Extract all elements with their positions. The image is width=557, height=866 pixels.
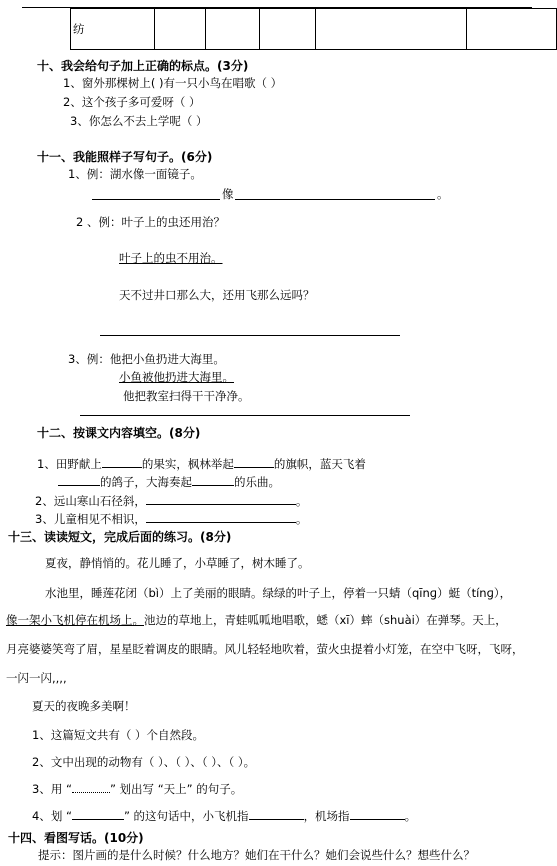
s11-example-3-answer: 小鱼被他扔进大海里。: [119, 370, 234, 384]
passage-para-2-line-2: [6, 612, 507, 628]
section-13-title: 十三、读读短文，完成后面的练习。(8分): [8, 530, 232, 544]
passage-para-2a: 水池里，睡莲花闭（bì）上了美丽的眼睛。绿绿的叶子上，停着一只蜻（qīnɡ）蜓（tínɡ），: [45, 586, 512, 600]
fill-blank: [146, 494, 296, 505]
table-cell: 纺: [71, 9, 155, 50]
table-cell: [260, 9, 315, 50]
s10-item-1: 1、窗外那棵树上( )有一只小鸟在唱歌（ ）: [63, 76, 283, 90]
table-cell: [155, 9, 206, 50]
fill-blank: [234, 457, 274, 468]
s13-question-2: 2、文中出现的动物有（ ）、（ ）、（ ）、（ ）。: [32, 755, 256, 769]
s12-text: 的果实，枫林举起: [141, 457, 234, 471]
answer-line: [80, 415, 410, 416]
question-text: ” 的这句话中，小飞机指: [123, 809, 249, 823]
section-11-title: 十一、我能照样子写句子。(6分): [37, 150, 213, 164]
s12-text: 2、远山寒山石径斜，: [35, 494, 146, 508]
s11-example-3: 3、例：他把小鱼扔进大海里。: [68, 352, 225, 366]
section-14-title: 十四、看图写话。(10分): [8, 831, 144, 845]
s12-line-3: [35, 493, 307, 509]
fill-blank: [350, 809, 405, 820]
section-10-title: 十、我会给句子加上正确的标点。(3分): [37, 59, 249, 73]
s12-text: 3、儿童相见不相识，: [35, 512, 146, 526]
passage-para-3: 夏天的夜晚多美啊！: [32, 699, 136, 713]
s12-text: 的鸽子，大海奏起: [100, 475, 192, 489]
s12-line-4: [35, 511, 307, 527]
fill-blank: [192, 475, 234, 486]
s13-question-3: [32, 781, 242, 797]
table-cell: [466, 9, 556, 50]
s10-item-2: 2、这个孩子多可爱呀（ ）: [63, 95, 201, 109]
s13-question-1: 1、这篇短文共有（ ）个自然段。: [32, 728, 204, 742]
passage-para-1: 夏夜，静悄悄的。花儿睡了，小草睡了，树木睡了。: [45, 556, 310, 570]
answer-line: [100, 335, 400, 336]
question-text: 4、划 “: [32, 809, 72, 823]
passage-para-2-line-3: 月亮婆婆笑弯了眉，星星眨着调皮的眼睛。风儿轻轻地吹着，萤火虫提着小灯笼，在空中飞呀，飞呀，: [6, 642, 524, 656]
fill-blank: [72, 809, 124, 820]
s11-period: 。: [437, 187, 449, 201]
section-12-title: 十二、按课文内容填空。(8分): [37, 426, 201, 440]
question-text: 3、用 “: [32, 782, 72, 796]
passage-para-2-line-4: 一闪一闪,,,,: [6, 671, 67, 685]
s12-text: 的乐曲。: [234, 475, 280, 489]
s11-question-2: 天不过井口那么大，还用飞那么远吗？: [119, 288, 315, 302]
s12-line-1: [37, 456, 366, 472]
s11-example-1: 1、例：湖水像一面镜子。: [68, 167, 202, 181]
question-text: ，机场指: [303, 809, 350, 823]
s11-question-3: 他把教室扫得干干净净。: [123, 389, 250, 403]
s12-text: 。: [295, 512, 308, 526]
question-text: 。: [404, 809, 417, 823]
fill-blank: [102, 457, 142, 468]
s12-text: 的旗帜，蓝天飞着: [273, 457, 366, 471]
s12-text: 1、田野献上: [37, 457, 102, 471]
s12-line-2: [58, 474, 280, 490]
passage-text: 池边的草地上，青蛙呱呱地唱歌，蟋（xī）蟀（shuài）在弹琴。天上，: [144, 613, 507, 627]
answer-line: [92, 199, 220, 200]
s13-question-4: [32, 808, 416, 824]
fill-blank: [249, 809, 304, 820]
s14-hint: 提示：图片画的是什么时候？什么地方？她们在干什么？她们会说些什么？想些什么？: [38, 848, 475, 862]
s12-text: 。: [295, 494, 308, 508]
fill-blank: [58, 475, 100, 486]
character-table: [70, 8, 557, 50]
s10-item-3: 3、你怎么不去上学呢（ ）: [70, 114, 208, 128]
s11-example-2-answer: 叶子上的虫不用治。: [119, 251, 223, 265]
underlined-sentence: 像一架小飞机停在机场上。: [6, 613, 144, 627]
fill-blank: [146, 512, 296, 523]
dotted-blank: [72, 782, 110, 793]
table-cell: [315, 9, 466, 50]
table-cell: [206, 9, 260, 50]
s11-example-2: 2 、例：叶子上的虫还用治？: [76, 215, 225, 229]
answer-line: [235, 199, 435, 200]
s11-like-word: 像: [222, 187, 234, 201]
question-text: ” 划出写 “天上” 的句子。: [109, 782, 243, 796]
